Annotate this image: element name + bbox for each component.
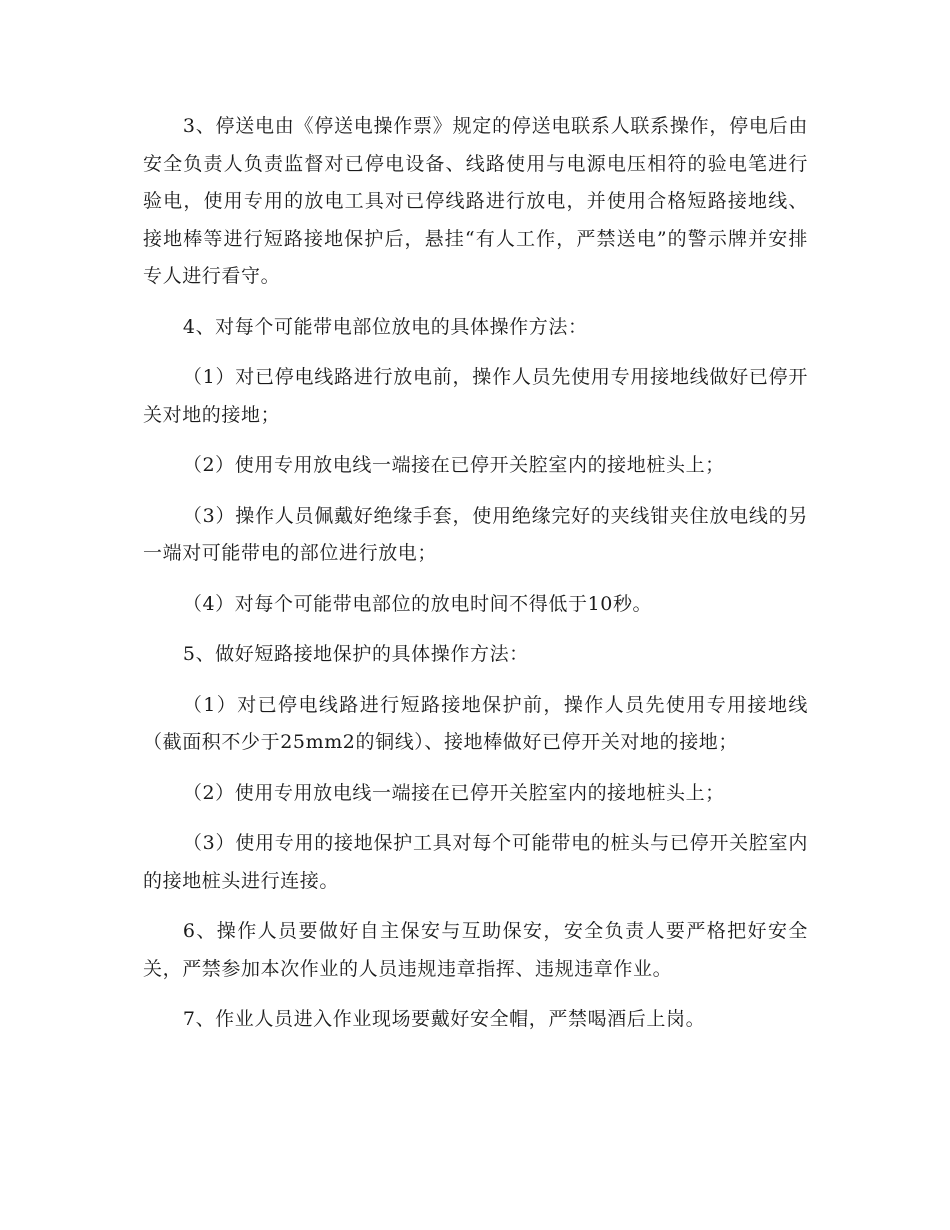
paragraph-item-4-1: （1）对已停电线路进行放电前，操作人员先使用专用接地线做好已停开关对地的接地； [143,366,808,426]
paragraph-item-4-3: （3）操作人员佩戴好绝缘手套，使用绝缘完好的夹线钳夹住放电线的另一端对可能带电的部位进行放电； [143,504,808,564]
paragraph-item-4-2: （2）使用专用放电线一端接在已停开关腔室内的接地桩头上； [182,454,725,476]
paragraph-item-3: 3、停送电由《停送电操作票》规定的停送电联系人联系操作，停电后由安全负责人负责监督对已停电设备、线路使用与电源电压相符的验电笔进行验电，使用专用的放电工具对已停线路进行放电，并使用合格短路接地线、接地棒等进行短路接地保护后，悬挂“有人工作，严禁送电”的警示牌并安排专人进行看守。 [143,115,808,287]
paragraph-item-4-heading: 4、对每个可能带电部位放电的具体操作方法： [182,315,588,338]
paragraph-item-5-2: （2）使用专用放电线一端接在已停开关腔室内的接地桩头上； [182,781,725,804]
paragraph-item-5-3: （3）使用专用的接地保护工具对每个可能带电的桩头与已停开关腔室内的接地桩头进行连接。 [143,832,808,892]
document-body [143,108,808,1052]
paragraph-item-7: 7、作业人员进入作业现场要戴好安全帽，严禁喝酒后上岗。 [182,1008,706,1030]
paragraph-item-5-heading: 5、做好短路接地保护的具体操作方法： [182,643,529,665]
paragraph-item-5-1: （1）对已停电线路进行短路接地保护前，操作人员先使用专用接地线（截面积不少于25mm2的铜线）、接地棒做好已停开关对地的接地； [143,693,808,753]
paragraph-item-6: 6、操作人员要做好自主保安与互助保安，安全负责人要严格把好安全关，严禁参加本次作业的人员违规违章指挥、违规违章作业。 [143,920,808,980]
paragraph-item-4-4: （4）对每个可能带电部位的放电时间不得低于10秒。 [182,592,653,615]
